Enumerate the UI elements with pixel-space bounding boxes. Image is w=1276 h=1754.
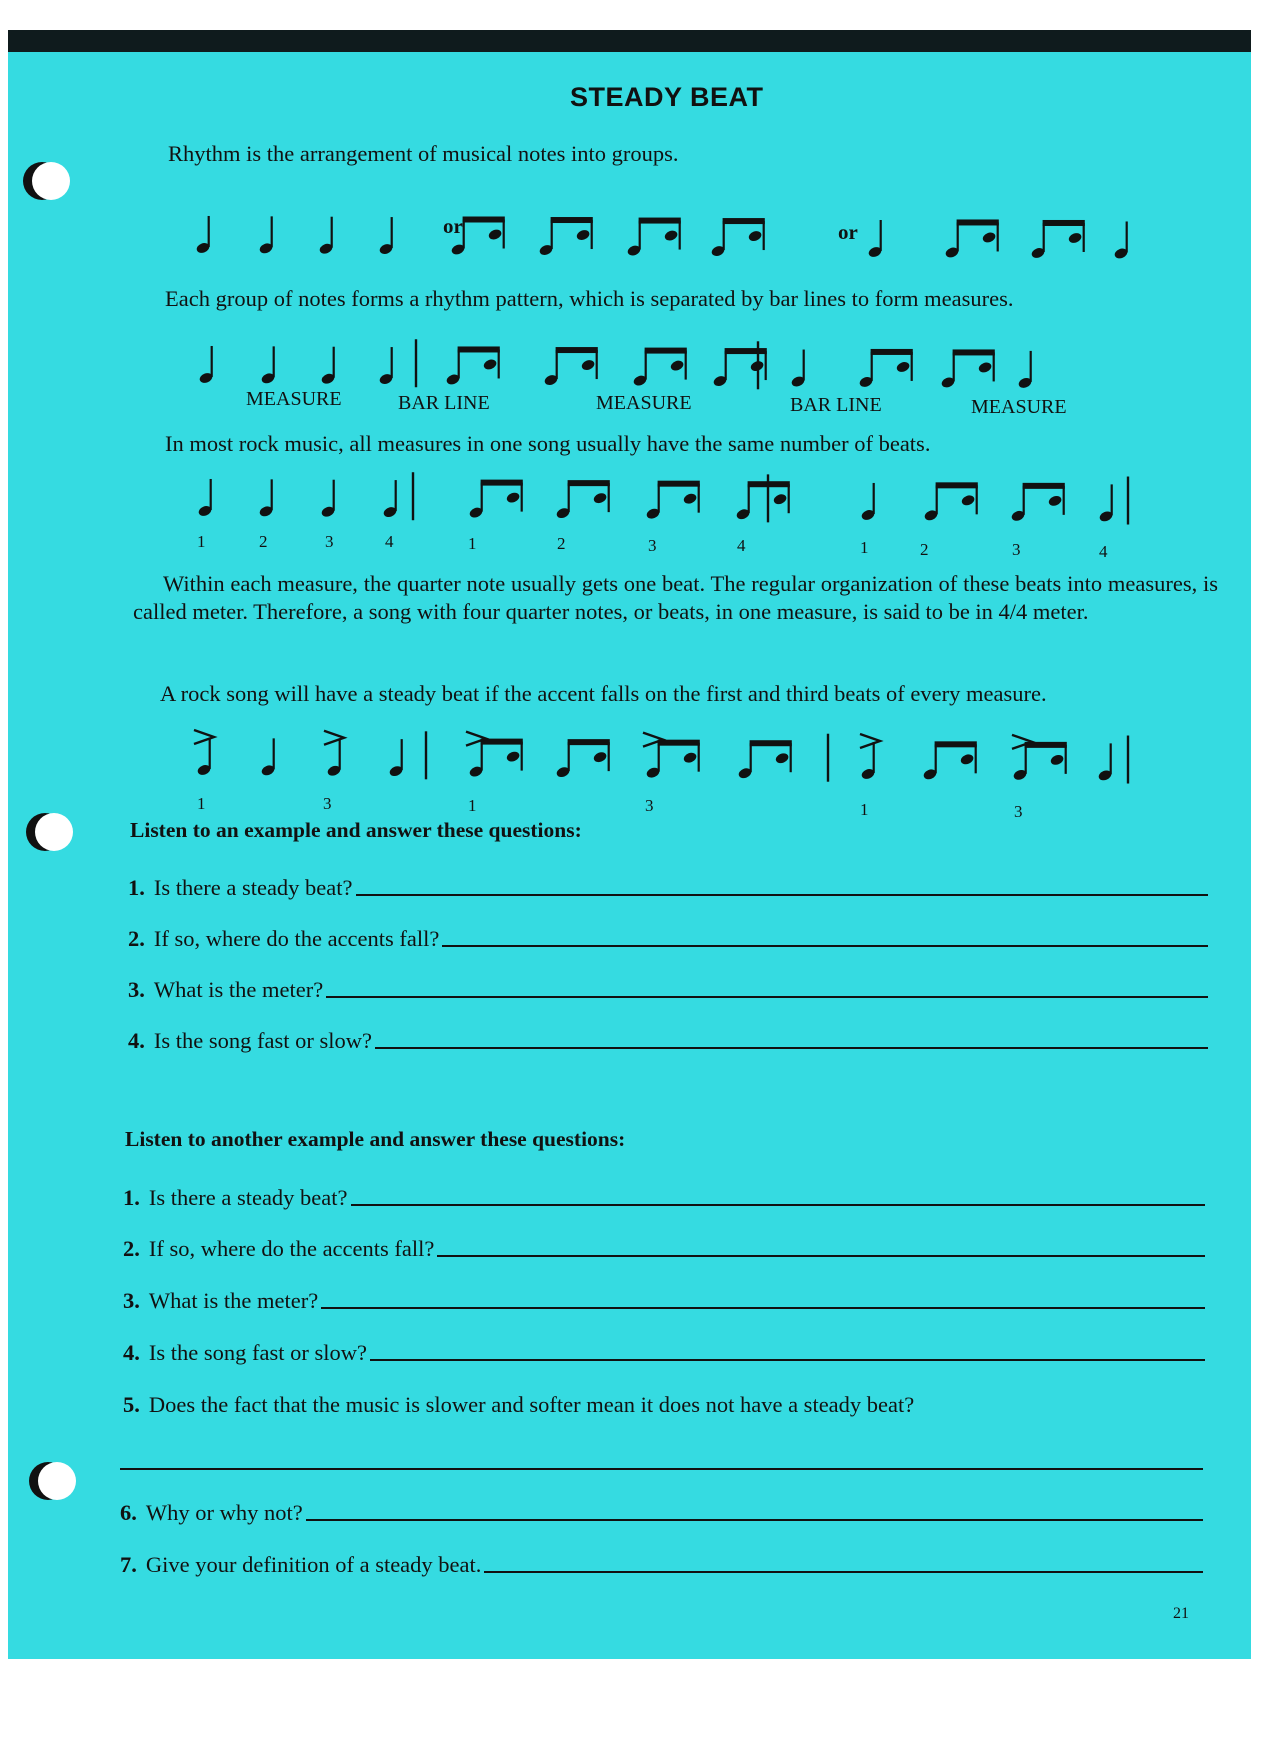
- eighth-note-pair-icon: [1030, 220, 1085, 260]
- accent-mark-icon: [194, 730, 214, 744]
- eighth-note-pair-icon: [735, 481, 790, 521]
- bar-line-label: BAR LINE: [790, 394, 882, 416]
- eighth-note-pair-icon: [555, 739, 610, 779]
- eighth-note-pair-icon: [555, 480, 610, 520]
- section1-question-2[interactable]: [128, 926, 1208, 952]
- quarter-note-icon: [258, 216, 273, 255]
- beat-count: 3: [323, 794, 332, 813]
- section2-heading: Listen to another example and answer these questions:: [125, 1127, 626, 1151]
- eighth-note-pair-icon: [858, 349, 913, 389]
- quarter-note-icon: [1017, 351, 1032, 390]
- section1-heading: Listen to an example and answer these questions:: [130, 818, 582, 842]
- eighth-note-pair-icon: [923, 482, 978, 522]
- quarter-note-icon: [378, 347, 393, 386]
- answer-line[interactable]: [351, 1203, 1205, 1206]
- worksheet-page: [8, 30, 1251, 1659]
- beat-count: 4: [385, 532, 394, 551]
- beat-count: 2: [259, 532, 268, 551]
- answer-line[interactable]: [321, 1306, 1205, 1309]
- quarter-note-icon: [195, 216, 210, 255]
- eighth-note-pair-icon: [468, 739, 523, 779]
- quarter-note-icon: [196, 738, 211, 777]
- quarter-note-icon: [388, 739, 403, 778]
- eighth-note-pair-icon: [944, 219, 999, 259]
- section2-question-2[interactable]: [123, 1236, 1205, 1262]
- question-text: Is there a steady beat?: [148, 1185, 348, 1210]
- question-number: 4.: [128, 1028, 145, 1053]
- eighth-note-pair-icon: [626, 218, 681, 258]
- question-text: Does the fact that the music is slower and softer mean it does not have a steady beat?: [148, 1392, 915, 1417]
- answer-line[interactable]: [306, 1518, 1203, 1521]
- question-text: Is there a steady beat?: [153, 875, 353, 900]
- question-text: Is the song fast or slow?: [153, 1028, 372, 1053]
- eighth-note-pair-icon: [737, 740, 792, 780]
- question-text: Is the song fast or slow?: [148, 1340, 367, 1365]
- page-title: STEADY BEAT: [570, 82, 764, 112]
- beat-count: 3: [325, 532, 334, 551]
- beat-count: 1: [860, 800, 869, 819]
- page-number: 21: [1173, 1605, 1189, 1622]
- quarter-note-icon: [260, 738, 275, 777]
- eighth-note-pair-icon: [445, 346, 500, 386]
- accent-mark-icon: [324, 731, 344, 745]
- beat-count: 3: [645, 796, 654, 815]
- answer-line[interactable]: [326, 995, 1208, 998]
- beat-count: 1: [197, 794, 206, 813]
- quarter-note-icon: [1097, 743, 1112, 782]
- quarter-note-icon: [326, 739, 341, 778]
- eighth-note-pair-icon: [538, 217, 593, 257]
- quarter-note-icon: [258, 479, 273, 518]
- answer-line[interactable]: [356, 893, 1208, 896]
- quarter-note-icon: [318, 217, 333, 256]
- or-label: or: [443, 214, 463, 238]
- eighth-note-pair-icon: [1010, 483, 1065, 523]
- answer-line[interactable]: [484, 1570, 1203, 1573]
- bar-line-label: BAR LINE: [398, 392, 490, 414]
- question-number: 1.: [128, 875, 145, 900]
- quarter-note-icon: [382, 480, 397, 519]
- beat-count: 3: [1012, 540, 1021, 559]
- section2-question-5: [123, 1392, 914, 1418]
- quarter-note-icon: [860, 483, 875, 522]
- section1-question-4[interactable]: [128, 1028, 1208, 1054]
- beat-count: 4: [1099, 542, 1108, 561]
- beat-count: 1: [860, 538, 869, 557]
- answer-line[interactable]: [375, 1046, 1208, 1049]
- question-text: If so, where do the accents fall?: [148, 1236, 435, 1261]
- quarter-note-icon: [378, 217, 393, 256]
- quarter-note-icon: [1098, 484, 1113, 523]
- question-number: 7.: [120, 1552, 137, 1577]
- accent-text: A rock song will have a steady beat if the accent falls on the first and third beats of every measure.: [160, 681, 1047, 706]
- section2-question-6[interactable]: [120, 1500, 1203, 1526]
- measures-text: Each group of notes forms a rhythm pattern, which is separated by bar lines to form measures.: [165, 286, 1014, 311]
- eighth-note-pair-icon: [940, 349, 995, 389]
- quarter-note-icon: [198, 346, 213, 385]
- question-number: 4.: [123, 1340, 140, 1365]
- eighth-note-pair-icon: [922, 741, 977, 781]
- beats-text: In most rock music, all measures in one song usually have the same number of beats.: [165, 431, 931, 456]
- quarter-note-icon: [320, 480, 335, 519]
- question-text: If so, where do the accents fall?: [153, 926, 440, 951]
- beat-count: 1: [468, 534, 477, 553]
- eighth-note-pair-icon: [543, 347, 598, 387]
- section1-question-1[interactable]: [128, 875, 1208, 901]
- question-number: 1.: [123, 1185, 140, 1210]
- beat-count: 2: [920, 540, 929, 559]
- measure-label: MEASURE: [971, 396, 1067, 418]
- beat-count: 1: [468, 796, 477, 815]
- eighth-note-pair-icon: [632, 348, 687, 388]
- accent-mark-icon: [860, 734, 880, 748]
- question-text: What is the meter?: [153, 977, 324, 1002]
- quarter-note-icon: [197, 479, 212, 518]
- beat-count: 1: [197, 532, 206, 551]
- quarter-note-icon: [790, 350, 805, 389]
- quarter-note-icon: [1113, 221, 1128, 260]
- answer-line[interactable]: [442, 944, 1208, 947]
- measure-label: MEASURE: [596, 392, 692, 414]
- or-label: or: [838, 220, 858, 244]
- quarter-note-icon: [320, 347, 335, 386]
- beat-count: 3: [1014, 802, 1023, 821]
- section2-question-1[interactable]: [123, 1185, 1205, 1211]
- answer-line[interactable]: [437, 1254, 1205, 1257]
- quarter-note-icon: [867, 220, 882, 259]
- question-text: Why or why not?: [145, 1500, 303, 1525]
- question-text: What is the meter?: [148, 1288, 319, 1313]
- beat-count: 4: [737, 536, 746, 555]
- eighth-note-pair-icon: [645, 481, 700, 521]
- question-number: 2.: [128, 926, 145, 951]
- eighth-note-pair-icon: [468, 480, 523, 520]
- measure-label: MEASURE: [246, 388, 342, 410]
- intro-text: Rhythm is the arrangement of musical notes into groups.: [168, 141, 679, 166]
- answer-line[interactable]: [370, 1358, 1205, 1361]
- answer-line[interactable]: [120, 1468, 1203, 1470]
- beat-count: 2: [557, 534, 566, 553]
- section2-question-4[interactable]: [123, 1340, 1205, 1366]
- question-number: 6.: [120, 1500, 137, 1525]
- question-number: 3.: [128, 977, 145, 1002]
- section2-question-7[interactable]: [120, 1552, 1203, 1578]
- section1-question-3[interactable]: [128, 977, 1208, 1003]
- eighth-note-pair-icon: [710, 218, 765, 258]
- question-number: 3.: [123, 1288, 140, 1313]
- question-number: 5.: [123, 1392, 140, 1417]
- question-number: 2.: [123, 1236, 140, 1261]
- beat-count: 3: [648, 536, 657, 555]
- eighth-note-pair-icon: [1012, 742, 1067, 782]
- meter-text: Within each measure, the quarter note usually gets one beat. The regular organization of these beats into measures, is called meter. Therefore, a song with four quarter notes, or beats, in one measure, is said to be in 4/4 meter.: [133, 571, 1218, 624]
- question-text: Give your definition of a steady beat.: [145, 1552, 482, 1577]
- eighth-note-pair-icon: [645, 740, 700, 780]
- section2-question-3[interactable]: [123, 1288, 1205, 1314]
- quarter-note-icon: [260, 346, 275, 385]
